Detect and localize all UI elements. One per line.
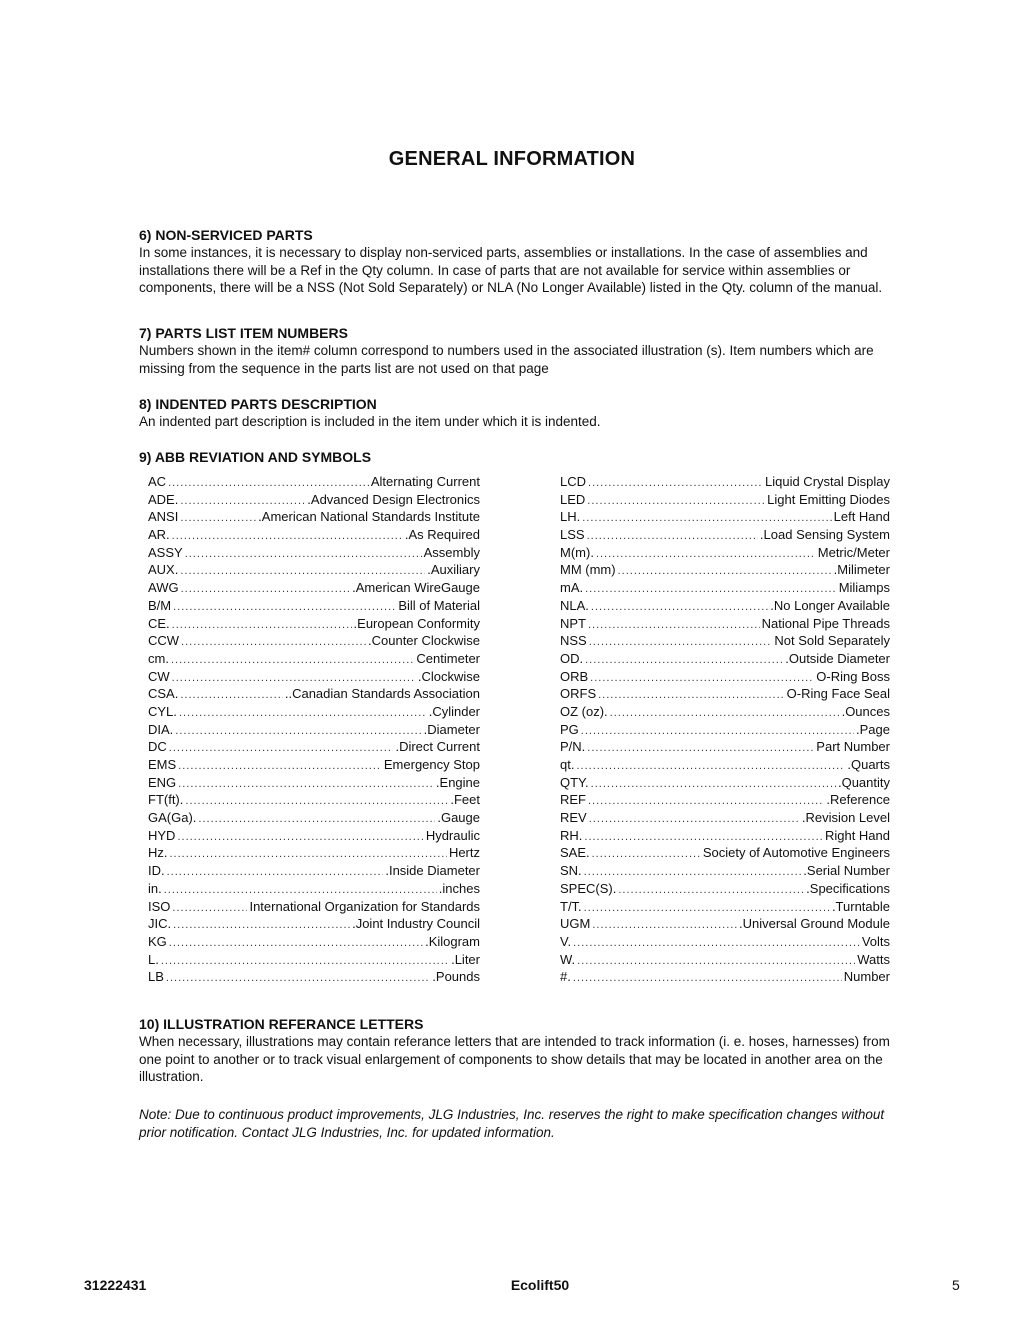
abbreviation-row bbox=[148, 915, 480, 933]
abbreviation-meaning: .Kilogram bbox=[425, 933, 480, 949]
abbreviation-row bbox=[560, 827, 890, 845]
dot-leader bbox=[169, 935, 423, 953]
dot-leader bbox=[618, 882, 804, 900]
dot-leader bbox=[592, 917, 737, 935]
abbreviation-code: SPEC(S). bbox=[560, 880, 617, 896]
dot-leader bbox=[185, 793, 448, 811]
abbreviation-row bbox=[148, 668, 480, 686]
abbreviation-code: CSA. bbox=[148, 686, 179, 702]
abbreviation-meaning: Assembly bbox=[423, 544, 480, 560]
dot-leader bbox=[589, 634, 773, 652]
dot-leader bbox=[172, 528, 403, 546]
abbreviation-row bbox=[148, 544, 480, 562]
abbreviation-meaning: .Liter bbox=[451, 951, 480, 967]
abbreviation-row bbox=[148, 721, 480, 739]
dot-leader bbox=[590, 670, 814, 688]
abbreviation-meaning: Watts bbox=[857, 951, 890, 967]
abbreviation-row bbox=[148, 756, 480, 774]
abbreviation-code: P/N. bbox=[560, 739, 586, 755]
abbreviation-row bbox=[560, 756, 890, 774]
abbreviation-row bbox=[148, 579, 480, 597]
abbreviation-meaning: National Pipe Threads bbox=[761, 615, 890, 631]
abbreviation-code: MM (mm) bbox=[560, 562, 616, 578]
abbreviation-code: AC bbox=[148, 474, 167, 489]
abbreviation-code: ANSI bbox=[148, 509, 179, 525]
abbreviation-code: REV bbox=[560, 810, 587, 826]
abbreviation-meaning: Liquid Crystal Display bbox=[765, 474, 890, 489]
abbreviation-code: OD. bbox=[560, 650, 584, 666]
abbreviation-row bbox=[560, 933, 890, 951]
dot-leader bbox=[175, 723, 421, 741]
abbreviation-meaning: ..Canadian Standards Association bbox=[284, 686, 480, 702]
abbreviation-row bbox=[148, 615, 480, 633]
abbreviation-meaning: .Serial Number bbox=[803, 863, 890, 879]
dot-leader bbox=[180, 687, 283, 705]
dot-leader bbox=[179, 705, 427, 723]
abbreviation-row bbox=[560, 844, 890, 862]
abbreviation-row bbox=[560, 668, 890, 686]
dot-leader bbox=[596, 546, 816, 564]
abbreviation-code: ORB bbox=[560, 668, 589, 684]
abbreviation-code: AR. bbox=[148, 527, 170, 543]
abbreviation-code: #. bbox=[560, 969, 571, 985]
abbreviation-meaning: .Turntable bbox=[831, 898, 890, 914]
abbreviation-meaning: Hydraulic bbox=[425, 827, 480, 843]
abbreviation-meaning: .European Conformity bbox=[353, 615, 480, 631]
dot-leader bbox=[610, 705, 840, 723]
abbreviation-meaning: .Quarts bbox=[847, 757, 890, 772]
dot-leader bbox=[588, 475, 763, 493]
dot-leader bbox=[573, 935, 860, 953]
abbreviation-code: V. bbox=[560, 933, 572, 949]
dot-leader bbox=[576, 758, 845, 776]
dot-leader bbox=[587, 493, 765, 511]
abbreviation-row bbox=[148, 844, 480, 862]
abbreviation-code: NPT bbox=[560, 615, 586, 631]
abbreviation-code: KG bbox=[148, 933, 167, 949]
abbreviation-row bbox=[148, 827, 480, 845]
page-title: GENERAL INFORMATION bbox=[388, 148, 636, 170]
abbreviation-row bbox=[560, 615, 890, 633]
abbreviation-code: mA. bbox=[560, 580, 584, 596]
abbreviation-meaning: International Organization for Standards bbox=[249, 898, 480, 914]
dot-leader bbox=[177, 829, 423, 847]
abbreviation-row bbox=[560, 862, 890, 880]
abbreviation-meaning: Left Hand bbox=[833, 509, 890, 525]
dot-leader bbox=[167, 864, 384, 882]
section-parts-list-item-numbers bbox=[139, 325, 911, 377]
dot-leader bbox=[181, 634, 366, 652]
dot-leader bbox=[587, 740, 814, 758]
dot-leader bbox=[589, 811, 800, 829]
abbreviation-row bbox=[148, 650, 480, 668]
abbreviation-code: GA(Ga). bbox=[148, 810, 197, 826]
abbreviation-code: SN. bbox=[560, 863, 582, 879]
abbreviation-code: JIC. bbox=[148, 916, 172, 932]
abbreviation-code: in. bbox=[148, 880, 162, 896]
abbreviation-code: LH. bbox=[560, 509, 581, 525]
abbreviation-meaning: .Direct Current bbox=[395, 739, 480, 755]
abbreviation-row bbox=[148, 473, 480, 491]
abbreviation-row bbox=[560, 685, 890, 703]
dot-leader bbox=[161, 953, 449, 971]
abbreviation-code: ADE. bbox=[148, 491, 179, 507]
dot-leader bbox=[172, 617, 352, 635]
abbreviation-code: DIA. bbox=[148, 721, 174, 737]
abbreviation-meaning: .Outside Diameter bbox=[785, 650, 890, 666]
abbreviation-row bbox=[560, 774, 890, 792]
footer-model: Ecolift50 bbox=[510, 1277, 570, 1293]
section-body: Numbers shown in the item# column correspond to numbers used in the associated illustration (s). Item numbers which are missing from the sequence in the parts list are not used on that page bbox=[139, 343, 874, 376]
abbreviation-meaning: .As Required bbox=[404, 527, 480, 543]
abbreviation-code: AUX. bbox=[148, 562, 179, 578]
abbreviation-code: ASSY bbox=[148, 544, 183, 560]
abbreviation-code: SAE. bbox=[560, 845, 590, 861]
abbreviation-code: HYD bbox=[148, 827, 176, 843]
abbreviation-meaning: Light Emitting Diodes bbox=[767, 491, 890, 507]
abbreviation-code: PG bbox=[560, 721, 579, 737]
dot-leader bbox=[618, 563, 832, 581]
abbreviation-code: LB bbox=[148, 969, 164, 985]
abbreviation-row bbox=[148, 951, 480, 969]
abbreviation-code: Hz. bbox=[148, 845, 168, 861]
abbreviation-code: L. bbox=[148, 951, 159, 967]
dot-leader bbox=[598, 687, 785, 705]
abbreviation-code: DC bbox=[148, 739, 167, 755]
section-non-serviced-parts bbox=[139, 227, 911, 297]
abbreviation-row bbox=[148, 809, 480, 827]
abbreviation-meaning: Alternating Current bbox=[370, 474, 480, 489]
abbreviation-code: NLA. bbox=[560, 597, 589, 613]
abbreviation-row bbox=[560, 915, 890, 933]
dot-leader bbox=[181, 581, 351, 599]
abbreviation-meaning: .Load Sensing System bbox=[759, 527, 890, 543]
note-text: Note: Due to continuous product improvements, JLG Industries, Inc. reserves the right to make specification changes without prior notification. Contact JLG Industries, Inc. for updated information. bbox=[139, 1107, 885, 1140]
abbreviation-row bbox=[148, 968, 480, 986]
abbreviation-code: cm. bbox=[148, 650, 169, 666]
abbreviation-row bbox=[560, 968, 890, 986]
abbreviation-row bbox=[560, 791, 890, 809]
abbreviation-row bbox=[560, 508, 890, 526]
abbreviation-code: CCW bbox=[148, 633, 180, 649]
abbreviation-meaning: .Counter Clockwise bbox=[368, 633, 480, 649]
abbreviation-code: LED bbox=[560, 491, 586, 507]
abbreviation-code: ISO bbox=[148, 898, 171, 914]
abbreviation-meaning: .Inside Diameter bbox=[385, 863, 480, 879]
dot-leader bbox=[588, 793, 824, 811]
dot-leader bbox=[180, 510, 256, 528]
abbreviation-code: OZ (oz). bbox=[560, 703, 608, 719]
dot-leader bbox=[178, 758, 382, 776]
dot-leader bbox=[592, 846, 701, 864]
abbreviation-meaning: .Revision Level bbox=[801, 810, 890, 826]
abbreviation-code: ORFS bbox=[560, 686, 597, 702]
dot-leader bbox=[577, 953, 855, 971]
abbreviation-row bbox=[560, 809, 890, 827]
dot-leader bbox=[587, 528, 758, 546]
abbreviation-meaning: Volts bbox=[861, 933, 890, 949]
abbreviation-code: ENG bbox=[148, 774, 177, 790]
dot-leader bbox=[588, 617, 760, 635]
abbreviation-code: UGM bbox=[560, 916, 591, 932]
abbreviation-row bbox=[560, 880, 890, 898]
dot-leader bbox=[172, 900, 247, 918]
abbreviation-row bbox=[560, 544, 890, 562]
abbreviation-meaning: .Page bbox=[856, 721, 890, 737]
abbreviation-code: CE. bbox=[148, 615, 170, 631]
abbreviation-meaning: Bill of Material bbox=[398, 597, 480, 613]
abbreviation-meaning: .Joint Industry Council bbox=[352, 916, 480, 932]
abbreviation-meaning: .Milimeter bbox=[833, 562, 890, 578]
abbreviation-code: AWG bbox=[148, 580, 179, 596]
abbreviation-row bbox=[560, 703, 890, 721]
abbreviation-code: EMS bbox=[148, 757, 177, 772]
abbreviation-row bbox=[148, 862, 480, 880]
section-abbreviations bbox=[139, 449, 911, 466]
abbreviation-meaning: Centimeter bbox=[416, 650, 480, 666]
abbreviation-code: M(m). bbox=[560, 544, 594, 560]
abbreviation-code: LSS bbox=[560, 527, 585, 543]
abbreviation-row bbox=[560, 561, 890, 579]
dot-leader bbox=[173, 917, 350, 935]
abbreviation-meaning: .Specifications bbox=[806, 880, 890, 896]
abbreviation-code: FT(ft). bbox=[148, 792, 184, 808]
abbreviation-meaning: .Reference bbox=[826, 792, 890, 808]
abbreviation-meaning: .Engine bbox=[435, 774, 480, 790]
abbreviation-meaning: .No Longer Available bbox=[770, 597, 890, 613]
abbreviation-meaning: .Cylinder bbox=[428, 703, 480, 719]
dot-leader bbox=[169, 740, 394, 758]
abbreviation-meaning: O-Ring Boss bbox=[816, 668, 890, 684]
abbreviation-row bbox=[148, 632, 480, 650]
abbreviation-row bbox=[148, 597, 480, 615]
abbreviation-list-left bbox=[148, 473, 480, 986]
abbreviation-meaning: .Auxiliary bbox=[427, 562, 480, 578]
abbreviation-meaning: Hertz bbox=[448, 845, 480, 861]
abbreviation-code: W. bbox=[560, 951, 576, 967]
section-indented-parts-description bbox=[139, 396, 911, 431]
abbreviation-meaning: .inches bbox=[438, 880, 480, 896]
abbreviation-code: qt. bbox=[560, 757, 575, 772]
abbreviation-code: ID. bbox=[148, 863, 165, 879]
abbreviation-meaning: Right Hand bbox=[824, 827, 890, 843]
abbreviation-row bbox=[148, 685, 480, 703]
section-heading: 10) ILLUSTRATION REFERANCE LETTERS bbox=[139, 1016, 424, 1032]
abbreviation-row bbox=[560, 597, 890, 615]
abbreviation-meaning: O-Ring Face Seal bbox=[786, 686, 890, 702]
footer-doc-number: 31222431 bbox=[84, 1277, 147, 1293]
dot-leader bbox=[591, 599, 768, 617]
abbreviation-row bbox=[560, 632, 890, 650]
abbreviation-code: B/M bbox=[148, 597, 172, 613]
abbreviation-row bbox=[560, 491, 890, 509]
abbreviation-code: CYL. bbox=[148, 703, 177, 719]
abbreviation-meaning: .American WireGauge bbox=[352, 580, 480, 596]
footer-page-number: 5 bbox=[952, 1277, 960, 1293]
section-heading: 6) NON-SERVICED PARTS bbox=[139, 227, 313, 243]
abbreviation-meaning: Miliamps bbox=[838, 580, 890, 596]
dot-leader bbox=[591, 776, 836, 794]
dot-leader bbox=[585, 652, 783, 670]
abbreviation-row bbox=[148, 526, 480, 544]
dot-leader bbox=[581, 723, 854, 741]
abbreviation-meaning: Part Number bbox=[816, 739, 890, 755]
abbreviation-meaning: .Feet bbox=[450, 792, 480, 808]
abbreviation-row bbox=[560, 951, 890, 969]
abbreviation-meaning: .American National Standards Institute bbox=[258, 509, 480, 525]
abbreviation-meaning: Number bbox=[843, 969, 890, 985]
dot-leader bbox=[573, 970, 842, 988]
abbreviation-code: QTY. bbox=[560, 774, 589, 790]
section-heading: 9) ABB REVIATION AND SYMBOLS bbox=[139, 449, 372, 465]
abbreviation-meaning: .Clockwise bbox=[417, 668, 480, 684]
abbreviation-row bbox=[560, 898, 890, 916]
abbreviation-code: REF bbox=[560, 792, 586, 808]
abbreviation-meaning: .Advanced Design Electronics bbox=[307, 491, 480, 507]
abbreviation-row bbox=[148, 880, 480, 898]
abbreviation-row bbox=[560, 721, 890, 739]
section-heading: 8) INDENTED PARTS DESCRIPTION bbox=[139, 396, 377, 412]
dot-leader bbox=[185, 546, 422, 564]
abbreviation-meaning: .Diameter bbox=[423, 721, 480, 737]
abbreviation-code: LCD bbox=[560, 474, 587, 489]
abbreviation-meaning: .Quantity bbox=[837, 774, 890, 790]
abbreviation-meaning: Society of Automotive Engineers bbox=[702, 845, 890, 861]
abbreviation-row bbox=[148, 738, 480, 756]
dot-leader bbox=[171, 652, 414, 670]
abbreviation-row bbox=[148, 703, 480, 721]
section-body: An indented part description is included in the item under which it is indented. bbox=[139, 414, 601, 429]
section-illustration-referance-letters bbox=[139, 1016, 911, 1086]
abbreviation-code: T/T. bbox=[560, 898, 582, 914]
abbreviation-code: RH. bbox=[560, 827, 583, 843]
abbreviation-meaning: .Pounds bbox=[432, 969, 480, 985]
dot-leader bbox=[198, 811, 435, 829]
section-body: In some instances, it is necessary to display non-serviced parts, assemblies or installations. In the case of assemblies and installations there will be a Ref in the Qty column. In case of parts that are not available for service within assemblies or components, there will be a NSS (Not Sold Separately) or NLA (No Longer Available) listed in the Qty. column of the manual. bbox=[139, 245, 883, 295]
note-block bbox=[139, 1106, 911, 1141]
abbreviation-row bbox=[560, 738, 890, 756]
abbreviation-row bbox=[148, 508, 480, 526]
abbreviation-row bbox=[560, 473, 890, 491]
abbreviation-list-right bbox=[560, 473, 890, 986]
abbreviation-row bbox=[148, 774, 480, 792]
abbreviation-meaning: .Gauge bbox=[437, 810, 480, 826]
abbreviation-meaning: .Ounces bbox=[841, 703, 890, 719]
abbreviation-row bbox=[560, 650, 890, 668]
abbreviation-row bbox=[560, 526, 890, 544]
abbreviation-row bbox=[148, 561, 480, 579]
abbreviation-meaning: Not Sold Separately bbox=[774, 633, 890, 649]
section-body: When necessary, illustrations may contain referance letters that are intended to track information (i. e. hoses, harnesses) from one point to another or to track visual enlargement of components to show details that may be located in another area on the illustration. bbox=[139, 1034, 890, 1084]
abbreviation-row bbox=[148, 933, 480, 951]
abbreviation-row bbox=[148, 898, 480, 916]
abbreviation-meaning: .Universal Ground Module bbox=[738, 916, 890, 932]
abbreviation-code: CW bbox=[148, 668, 170, 684]
abbreviation-meaning: Emergency Stop bbox=[383, 757, 480, 772]
dot-leader bbox=[178, 776, 434, 794]
abbreviation-row bbox=[148, 791, 480, 809]
abbreviation-meaning: Metric/Meter bbox=[817, 544, 890, 560]
abbreviation-row bbox=[560, 579, 890, 597]
dot-leader bbox=[166, 970, 430, 988]
abbreviation-code: NSS bbox=[560, 633, 587, 649]
section-heading: 7) PARTS LIST ITEM NUMBERS bbox=[139, 325, 348, 341]
abbreviation-row bbox=[148, 491, 480, 509]
